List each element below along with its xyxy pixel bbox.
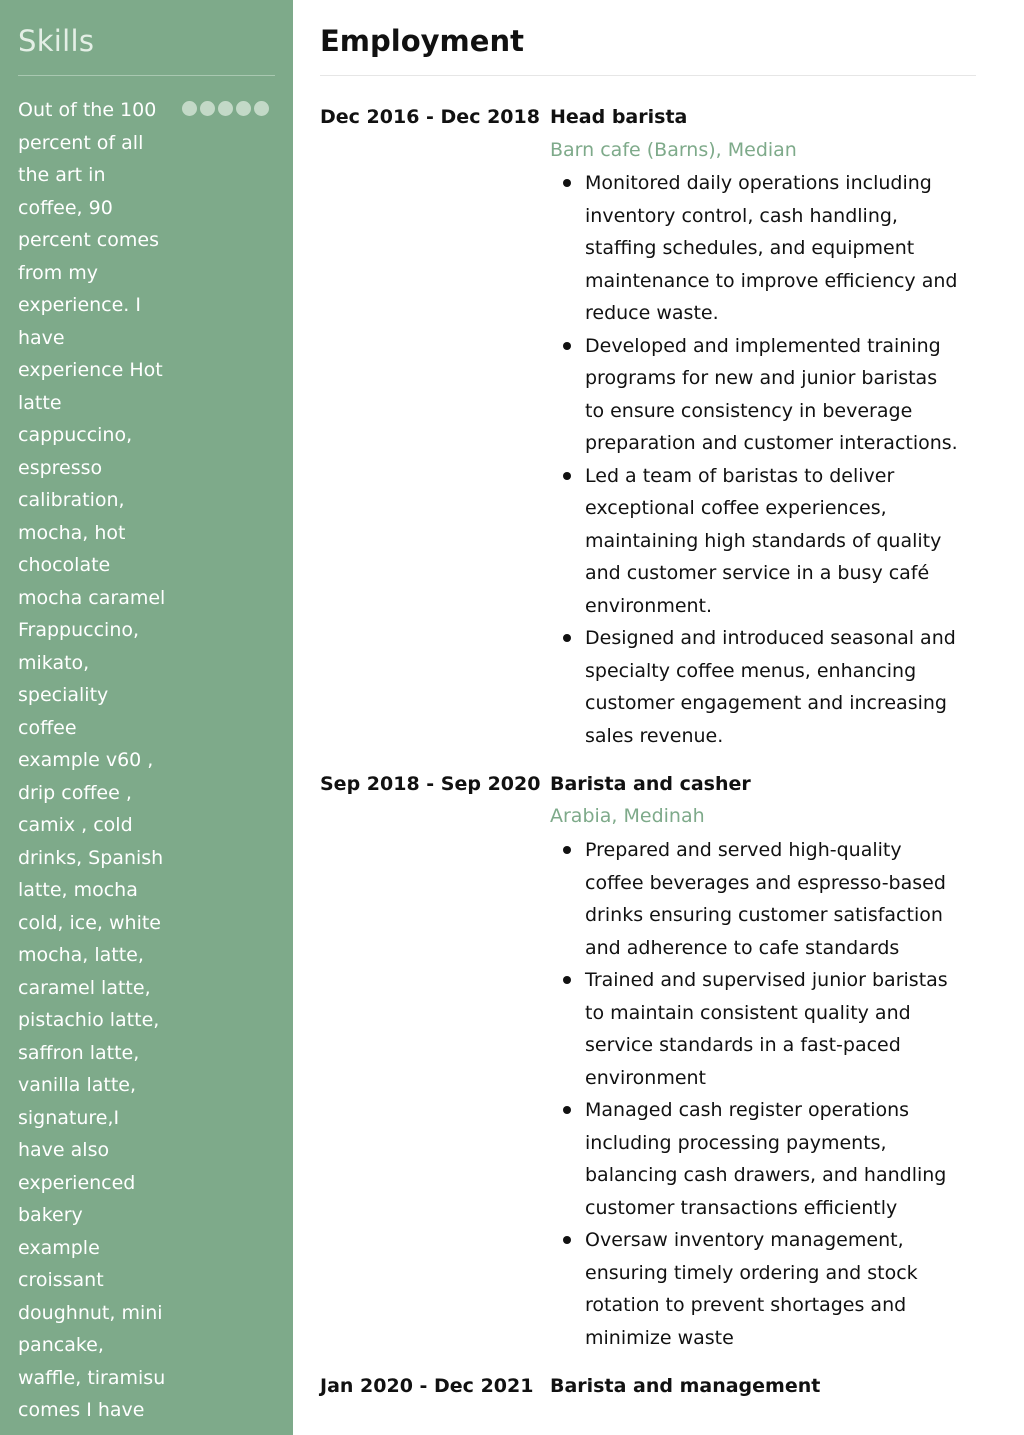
job-bullet <box>562 834 982 964</box>
job-title: Barista and management <box>550 1375 821 1397</box>
bullet-text: Designed and introduced seasonal and specialty coffee menus, enhancing customer engagement and increasing sales revenue. <box>585 627 956 747</box>
bullet-text: Managed cash register operations including processing payments, balancing cash drawers, and handling customer transactions efficiently <box>585 1099 947 1219</box>
bullet-icon <box>563 179 571 187</box>
skills-sidebar <box>0 0 293 1435</box>
job-dates: Dec 2016 - Dec 2018 <box>320 106 540 128</box>
job-bullet <box>562 167 982 330</box>
bullet-icon <box>563 976 571 984</box>
bullet-icon <box>563 1236 571 1244</box>
skills-divider <box>18 75 275 76</box>
job-bullet <box>562 330 982 460</box>
rating-dot-1 <box>182 101 197 116</box>
job-company: Barn cafe (Barns), Median <box>550 139 797 161</box>
job-company: Arabia, Medinah <box>550 805 705 827</box>
bullet-icon <box>563 846 571 854</box>
bullet-text: Trained and supervised junior baristas to maintain consistent quality and service standards in a fast-paced environment <box>585 969 948 1089</box>
bullet-text: Oversaw inventory management, ensuring timely ordering and stock rotation to prevent shortages and minimize waste <box>585 1229 918 1349</box>
job-bullet <box>562 1094 982 1224</box>
job-bullet <box>562 1224 982 1354</box>
bullet-text: Monitored daily operations including inventory control, cash handling, staffing schedules, and equipment maintenance to improve efficiency and reduce waste. <box>585 172 958 324</box>
job-title: Barista and casher <box>550 773 751 795</box>
bullet-text: Led a team of baristas to deliver exceptional coffee experiences, maintaining high standards of quality and customer service in a busy café environment. <box>585 464 942 617</box>
bullet-icon <box>563 1106 571 1114</box>
job-dates: Jan 2020 - Dec 2021 <box>320 1375 534 1397</box>
job-dates: Sep 2018 - Sep 2020 <box>320 773 541 795</box>
rating-dot-3 <box>218 101 233 116</box>
job-bullet <box>562 622 982 752</box>
skill-rating <box>182 101 269 116</box>
bullet-icon <box>563 472 571 480</box>
rating-dot-4 <box>236 101 251 116</box>
job-bullet <box>562 460 982 623</box>
skills-heading: Skills <box>18 24 95 58</box>
bullet-text: Prepared and served high-quality coffee beverages and espresso-based drinks ensuring customer satisfaction and adherence to cafe standards <box>585 839 946 959</box>
rating-dot-5 <box>254 101 269 116</box>
job-bullet <box>562 964 982 1094</box>
skill-description: Out of the 100 percent of all the art in coffee, 90 percent comes from my experience. I have experience Hot latte cappuccino, espresso calibration, mocha, hot chocolate mocha caramel Frappuccino, mikato, speciality coffee example v60 , drip coffee , camix , cold drinks, Spanish latte, mocha cold, ice, white mocha, latte, caramel latte, pistachio latte, saffron latte, vanilla latte, signature,I have also experienced bakery example croissant doughnut, mini pancake, waffle, tiramisu comes I have <box>18 99 166 1421</box>
employment-divider <box>320 75 976 76</box>
job-bullet-list <box>562 834 982 1354</box>
job-title: Head barista <box>550 106 688 128</box>
rating-dot-2 <box>200 101 215 116</box>
bullet-text: Developed and implemented training programs for new and junior baristas to ensure consistency in beverage preparation and customer interactions. <box>585 334 958 454</box>
job-bullet-list <box>562 167 982 752</box>
bullet-icon <box>563 342 571 350</box>
bullet-icon <box>563 634 571 642</box>
employment-heading: Employment <box>320 24 524 58</box>
